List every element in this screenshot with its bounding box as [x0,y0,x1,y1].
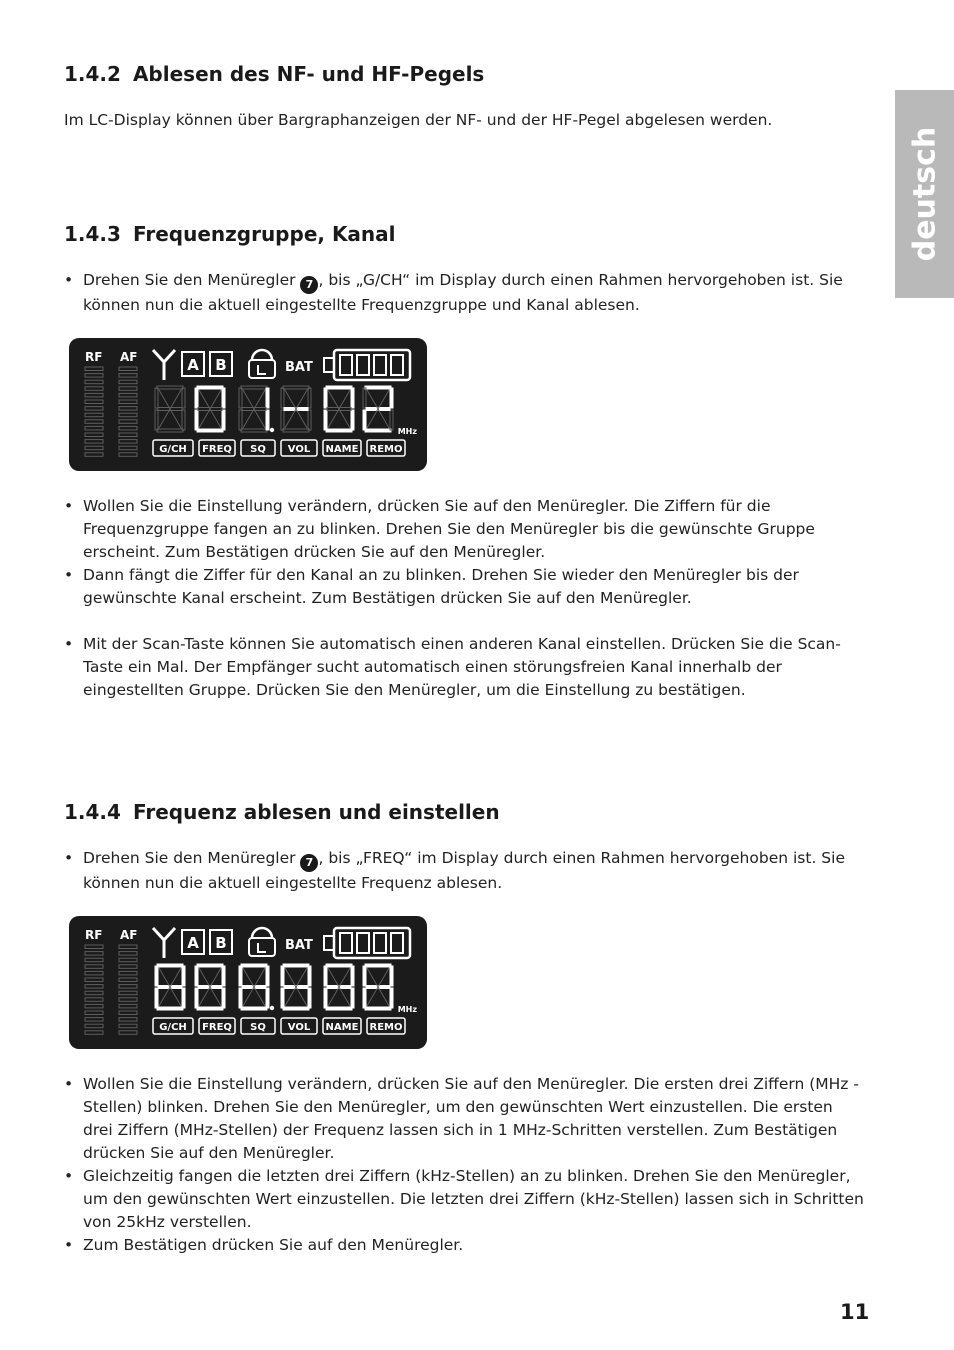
heading-title: Ablesen des NF- und HF-Pegels [132,62,485,86]
list-item: • Drehen Sie den Menüregler 7 , bis „FREQ“ im Display durch einen Rahmen hervorgehoben ist. Sie können nun die aktuell eingestellte Frequenz ablesen. [64,847,864,895]
lcd-segment [155,988,158,1008]
lcd-segment [239,966,242,986]
lcd-segment [283,1007,309,1010]
lcd-a-label: A [187,934,199,952]
knob-7-icon: 7 [300,854,318,872]
lcd-svg [69,916,427,1049]
lcd-display-gch [69,338,427,471]
list-item: • Gleichzeitig fangen die letzten drei Ziffern (kHz-Stellen) an zu blinken. Drehen Sie den Menüregler, um den gewünschten Wert einzustellen. Die letzten drei Ziffern (kHz-Stellen) lassen sich in Schritten von 25kHz verstellen. [64,1165,864,1234]
lcd-segment [326,1007,352,1010]
heading-title: Frequenz ablesen und einstellen [132,800,500,824]
lcd-segment [365,386,391,389]
lcd-segment [197,1007,223,1010]
lcd-segment [241,964,267,967]
decimal-point [270,1006,274,1010]
list-item: • Wollen Sie die Einstellung verändern, drücken Sie auf den Menüregler. Die Ziffern für die Frequenzgruppe fangen an zu blinken. Drehen Sie den Menüregler bis die gewünschte Gruppe erscheint. Zum Bestätigen drücken Sie auf den Menüregler. [64,495,864,564]
heading-1-4-2 [64,62,484,86]
lcd-segment [351,966,354,986]
lcd-b-label: B [215,356,227,374]
lcd-label-gch: G/CH [159,444,187,455]
lcd-segment [157,1007,183,1010]
lcd-label-gch: G/CH [159,1022,187,1033]
list-item: • Zum Bestätigen drücken Sie auf den Menüregler. [64,1234,864,1257]
lcd-bat-label: BAT [285,360,313,375]
bullet-list-1-4-3 [64,495,864,702]
decimal-point [270,428,274,432]
lcd-segment [308,988,311,1008]
heading-title: Frequenzgruppe, Kanal [132,222,396,246]
lcd-svg [69,338,427,471]
lcd-segment [155,966,158,986]
lcd-af-label: AF [120,350,138,364]
lcd-segment [365,429,391,432]
lcd-label-remo: REMO [369,444,403,455]
lcd-segment [266,388,269,408]
heading-number: 1.4.4 [64,800,121,824]
lcd-label-name: NAME [325,444,359,455]
lcd-segment [324,410,327,430]
lcd-segment [363,966,366,986]
language-tab [895,90,954,298]
lcd-segment [351,988,354,1008]
lcd-segment [326,386,352,389]
lcd-segment [195,388,198,408]
lcd-segment [222,388,225,408]
lcd-segment [197,386,223,389]
lcd-segment [390,388,393,408]
lcd-segment [390,966,393,986]
lcd-segment [324,388,327,408]
lcd-segment [197,964,223,967]
lcd-a-label: A [187,356,199,374]
lcd-segment [351,410,354,430]
lcd-segment [195,988,198,1008]
knob-7-icon: 7 [300,276,318,294]
lcd-rf-label: RF [85,928,103,942]
lcd-segment [197,429,223,432]
lcd-af-label: AF [120,928,138,942]
lcd-segment [195,410,198,430]
lcd-segment [308,966,311,986]
lcd-segment [326,964,352,967]
lcd-segment [365,964,391,967]
language-tab-label: deutsch [907,126,942,262]
lcd-label-freq: FREQ [202,444,232,455]
lcd-mhz-label: MHz [397,1005,417,1014]
lcd-segment [326,429,352,432]
list-item: • Wollen Sie die Einstellung verändern, drücken Sie auf den Menüregler. Die ersten drei Ziffern (MHz - Stellen) blinken. Drehen Sie den Menüregler, um den gewünschten Wert einzustellen. Die ersten drei Ziffern (MHz-Stellen) der Frequenz lassen sich in 1 MHz-Schritten verstellen. Zum Bestätigen drücken Sie auf den Menüregler. [64,1073,864,1165]
lcd-segment [281,988,284,1008]
lcd-segment [239,988,242,1008]
lcd-label-sq: SQ [250,444,266,455]
lcd-label-vol: VOL [287,1022,311,1033]
heading-number: 1.4.3 [64,222,121,246]
lcd-segment [324,966,327,986]
bullet-list-1-4-3-intro [64,269,864,317]
page-number: 11 [840,1300,870,1324]
lcd-segment [266,988,269,1008]
lcd-segment [283,964,309,967]
lcd-segment [390,988,393,1008]
lcd-segment [266,966,269,986]
lcd-segment [324,988,327,1008]
lcd-segment [351,388,354,408]
lcd-segment [182,988,185,1008]
lcd-display-freq [69,916,427,1049]
lcd-b-label: B [215,934,227,952]
lcd-segment [363,410,366,430]
lcd-label-freq: FREQ [202,1022,232,1033]
bullet-list-1-4-4-intro [64,847,864,895]
list-item: • Drehen Sie den Menüregler 7 , bis „G/CH“ im Display durch einen Rahmen hervorgehoben ist. Sie können nun die aktuell eingestellte Frequenzgruppe und Kanal ablesen. [64,269,864,317]
paragraph-nf-hf: Im LC-Display können über Bargraphanzeigen der NF- und der HF-Pegel abgelesen werden. [64,111,773,129]
lcd-segment [266,410,269,430]
lcd-segment [241,1007,267,1010]
lcd-segment [222,966,225,986]
lcd-label-remo: REMO [369,1022,403,1033]
lcd-segment [182,966,185,986]
lcd-segment [363,988,366,1008]
lcd-segment [195,966,198,986]
lcd-segment [157,964,183,967]
lcd-label-sq: SQ [250,1022,266,1033]
lcd-bat-label: BAT [285,938,313,953]
lcd-segment [222,410,225,430]
list-item: • Mit der Scan-Taste können Sie automatisch einen anderen Kanal einstellen. Drücken Sie die Scan-Taste ein Mal. Der Empfänger sucht automatisch einen störungsfreien Kanal innerhalb der eingestellten Gruppe. Drücken Sie den Menüregler, um die Einstellung zu bestätigen. [64,633,864,702]
heading-number: 1.4.2 [64,62,121,86]
list-item: • Dann fängt die Ziffer für den Kanal an zu blinken. Drehen Sie wieder den Menüregler bis der gewünschte Kanal erscheint. Zum Bestätigen drücken Sie auf den Menüregler. [64,564,864,610]
lcd-label-vol: VOL [287,444,311,455]
lcd-segment [222,988,225,1008]
lcd-mhz-label: MHz [397,427,417,436]
lcd-rf-label: RF [85,350,103,364]
heading-1-4-4 [64,800,500,824]
lcd-label-name: NAME [325,1022,359,1033]
lcd-segment [281,966,284,986]
bullet-list-1-4-4 [64,1073,864,1257]
lcd-segment [365,1007,391,1010]
heading-1-4-3 [64,222,396,246]
